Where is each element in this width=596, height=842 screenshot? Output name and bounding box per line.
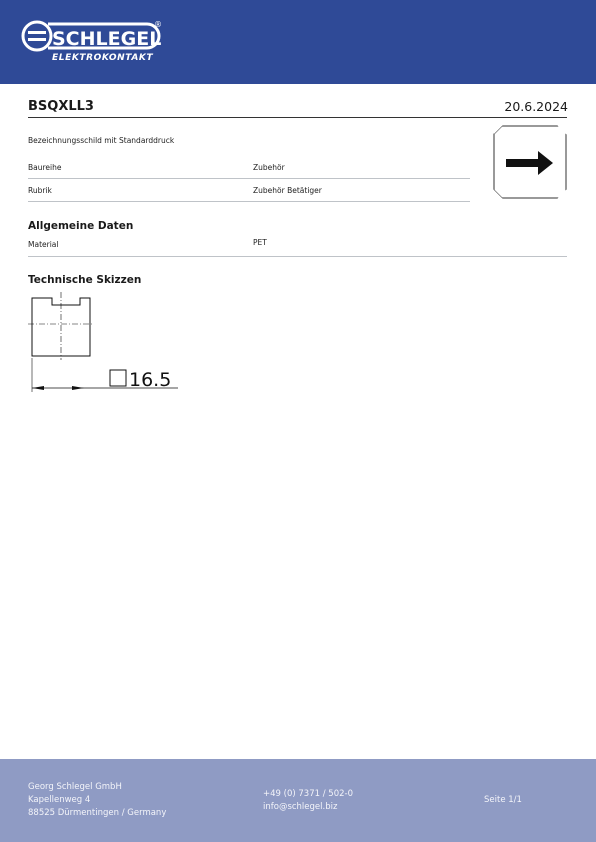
field-label-baureihe: Baureihe xyxy=(28,163,62,172)
registered-mark: ® xyxy=(154,20,162,29)
product-thumbnail-image xyxy=(492,124,568,200)
footer-page-number: Seite 1/1 xyxy=(484,795,522,805)
field-divider xyxy=(28,201,470,202)
general-data-heading: Allgemeine Daten xyxy=(28,220,134,232)
title-divider xyxy=(28,117,567,118)
footer-company: Georg Schlegel GmbH xyxy=(28,782,122,792)
field-label-zubehoer-betaetiger: Zubehör Betätiger xyxy=(253,186,322,195)
footer-phone: +49 (0) 7371 / 502-0 xyxy=(263,789,353,799)
technical-sketches-heading: Technische Skizzen xyxy=(28,274,142,286)
footer-street: Kapellenweg 4 xyxy=(28,795,91,805)
field-divider xyxy=(28,178,470,179)
general-divider xyxy=(28,256,567,257)
page-header xyxy=(0,0,596,84)
field-label-zubehoer: Zubehör xyxy=(253,163,285,172)
footer-city: 88525 Dürmentingen / Germany xyxy=(28,808,167,818)
technical-sketch-drawing xyxy=(28,292,188,392)
brand-name: SCHLEGEL xyxy=(52,28,162,50)
material-label: Material xyxy=(28,240,59,249)
footer-email[interactable]: info@schlegel.biz xyxy=(263,802,338,812)
product-description: Bezeichnungsschild mit Standarddruck xyxy=(28,136,175,145)
dimension-value: 16.5 xyxy=(129,369,172,391)
field-label-rubrik: Rubrik xyxy=(28,186,52,195)
product-code: BSQXLL3 xyxy=(28,99,94,114)
brand-tagline: ELEKTROKONTAKT xyxy=(52,53,154,63)
material-value: PET xyxy=(253,238,267,247)
page-footer xyxy=(0,759,596,842)
document-date: 20.6.2024 xyxy=(504,99,568,114)
square-dimension-icon xyxy=(110,370,126,386)
